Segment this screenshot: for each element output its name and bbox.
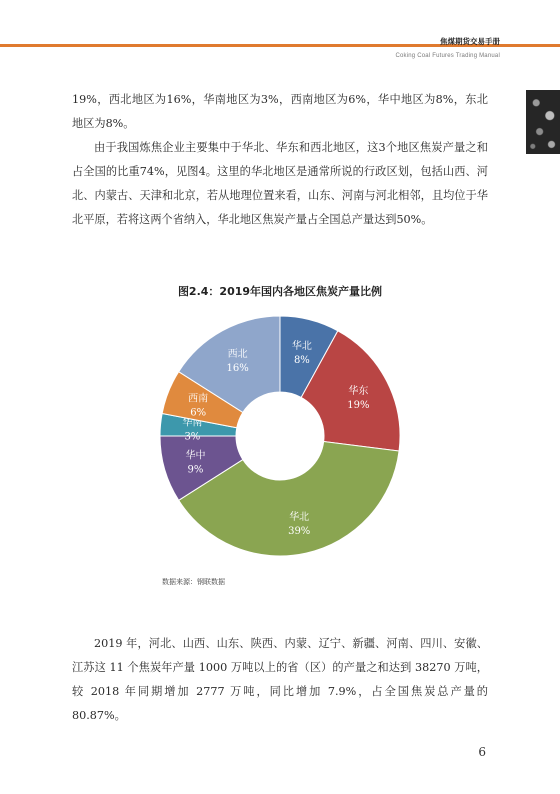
slice-value-label: 16%	[226, 362, 249, 374]
slice-category-label: 西北	[227, 348, 248, 360]
slice-value-label: 6%	[190, 407, 207, 419]
slice-value-label: 39%	[288, 525, 311, 537]
slice-category-label: 华中	[185, 450, 206, 462]
page-number: 6	[478, 745, 486, 759]
slice-category-label: 华北	[291, 340, 312, 352]
source-note: 数据来源：钢联数据	[162, 578, 225, 586]
slice-category-label: 西南	[188, 393, 209, 405]
slice-value-label: 19%	[347, 400, 370, 412]
slice-category-label: 华北	[289, 511, 310, 523]
slice-value-label: 3%	[184, 431, 201, 443]
slice-category-label: 华东	[348, 386, 369, 398]
slice-value-label: 9%	[187, 464, 204, 476]
slice-category-label: 华南	[182, 417, 203, 429]
header-subtitle: Coking Coal Futures Trading Manual	[395, 53, 500, 59]
header-title: 焦煤期货交易手册	[440, 37, 500, 46]
paragraph-1: 19%，西北地区为16%，华南地区为3%，西南地区为6%，华中地区为8%，东北地区为8%。	[72, 93, 488, 130]
paragraph-3: 2019 年，河北、山西、山东、陕西、内蒙、辽宁、新疆、河南、四川、安徽、江苏这 11 个焦炭年产量 1000 万吨以上的省（区）的产量之和达到 38270 万吨，较 2018 年同期增加 2777 万吨，同比增加 7.9%，占全国焦炭总产量的 80.87%。	[72, 637, 488, 722]
slice-value-label: 8%	[293, 354, 310, 366]
chart-title: 图2.4：2019年国内各地区焦炭产量比例	[177, 285, 383, 298]
paragraph-2: 由于我国炼焦企业主要集中于华北、华东和西北地区，这3个地区焦炭产量之和占全国的比重74%，见图4。这里的华北地区是通常所说的行政区划，包括山西、河北、内蒙古、天津和北京，若从地理位置来看，山东、河南与河北相邻，且均位于华北平原，若将这两个省纳入，华北地区焦炭产量占全国总产量达到50%。	[72, 141, 488, 226]
